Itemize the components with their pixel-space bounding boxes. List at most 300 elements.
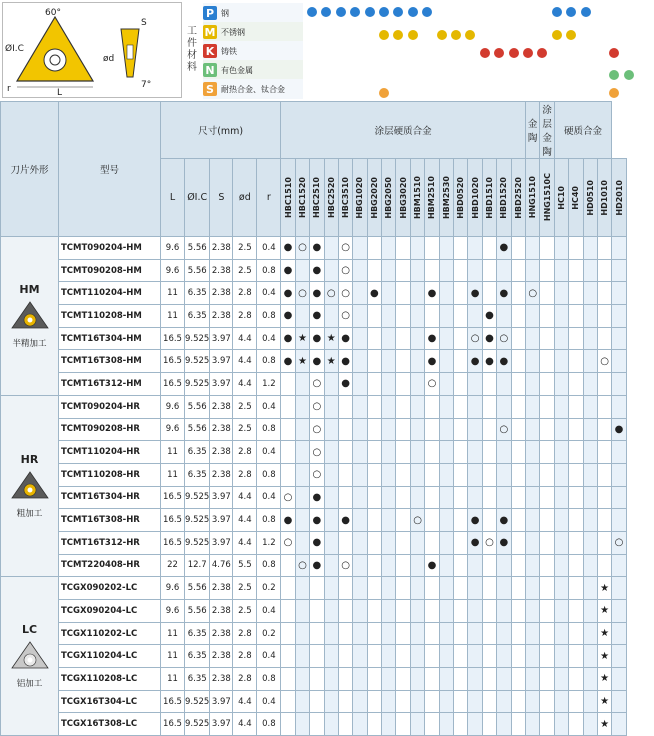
- grade-cell: [410, 463, 424, 486]
- grade-cell: [569, 441, 583, 464]
- grade-cell: [396, 305, 410, 328]
- grade-cell: [554, 327, 568, 350]
- grade-cell: [281, 713, 295, 736]
- grade-cell: [612, 282, 626, 305]
- dim-cell-r: 0.8: [257, 259, 281, 282]
- grade-cell: [597, 690, 611, 713]
- grade-cell: [511, 395, 525, 418]
- suitability-face-icon: [609, 48, 619, 58]
- suitability-face-icon: [393, 30, 403, 40]
- available-mark: ○: [312, 469, 322, 481]
- grade-cell: [525, 577, 539, 600]
- grade-cell: [295, 395, 309, 418]
- grade-cell: [597, 713, 611, 736]
- grade-cell: [525, 418, 539, 441]
- grade-cell: [540, 668, 554, 691]
- grade-cell: [612, 577, 626, 600]
- grade-cell: [382, 690, 396, 713]
- dim-cell-ic: 6.35: [185, 282, 210, 305]
- dim-cell-r: 0.8: [257, 554, 281, 577]
- dim-cell-L: 9.6: [161, 395, 185, 418]
- recommended-mark: ●: [283, 265, 293, 277]
- grade-header: HBG3020: [396, 159, 410, 237]
- grade-cell: [281, 373, 295, 396]
- suitability-face-icon: [581, 7, 591, 17]
- grade-cell: [482, 531, 496, 554]
- grade-cell: [497, 531, 511, 554]
- grade-cell: [612, 509, 626, 532]
- grade-cell: [425, 350, 439, 373]
- grade-cell: [382, 350, 396, 373]
- dim-cell-ic: 6.35: [185, 645, 210, 668]
- grade-cell: [468, 327, 482, 350]
- grade-cell: [367, 600, 381, 623]
- grade-cell: [612, 395, 626, 418]
- grade-cell: [454, 441, 468, 464]
- grade-cell: [597, 600, 611, 623]
- grade-cell: [338, 395, 352, 418]
- suitability-face-icon: [609, 88, 619, 98]
- grade-cell: [439, 259, 453, 282]
- dim-cell-s: 3.97: [210, 531, 233, 554]
- col-coated-cermet: 涂层金陶: [540, 102, 554, 159]
- grade-cell: [281, 305, 295, 328]
- grade-cell: [468, 441, 482, 464]
- dim-cell-d: 2.5: [233, 259, 257, 282]
- dim-cell-L: 9.6: [161, 577, 185, 600]
- grade-cell: [367, 622, 381, 645]
- available-mark: ○: [298, 242, 307, 254]
- first-choice-mark: ★: [326, 333, 336, 345]
- available-mark: ○: [312, 446, 322, 458]
- suitability-face-icon: [552, 30, 562, 40]
- grade-cell: [468, 418, 482, 441]
- grade-cell: [310, 305, 324, 328]
- grade-cell: [324, 418, 338, 441]
- material-letter: K: [203, 44, 217, 58]
- grade-cell: [554, 509, 568, 532]
- grade-cell: [597, 282, 611, 305]
- grade-cell: [583, 600, 597, 623]
- grade-cell: [497, 486, 511, 509]
- grade-cell: [583, 327, 597, 350]
- grade-cell: [367, 531, 381, 554]
- recommended-mark: ●: [312, 265, 322, 277]
- grade-cell: [583, 282, 597, 305]
- grade-cell: [281, 509, 295, 532]
- dim-cell-ic: 9.525: [185, 486, 210, 509]
- grade-cell: [583, 441, 597, 464]
- grade-cell: [482, 509, 496, 532]
- material-name: 有色金属: [221, 65, 253, 75]
- grade-cell: [569, 713, 583, 736]
- grade-cell: [612, 531, 626, 554]
- dim-cell-d: 4.4: [233, 373, 257, 396]
- grade-cell: [353, 418, 367, 441]
- grade-cell: [439, 441, 453, 464]
- grade-cell: [612, 418, 626, 441]
- grade-cell: [468, 237, 482, 260]
- model-cell: TCGX110204-LC: [59, 645, 161, 668]
- grade-cell: [396, 259, 410, 282]
- grade-cell: [396, 350, 410, 373]
- dim-cell-r: 0.8: [257, 509, 281, 532]
- grade-cell: [569, 622, 583, 645]
- grade-cell: [583, 531, 597, 554]
- grade-cell: [353, 463, 367, 486]
- dim-cell-ic: 9.525: [185, 690, 210, 713]
- group-code: HM: [19, 282, 40, 296]
- grade-cell: [468, 645, 482, 668]
- grade-cell: [525, 690, 539, 713]
- dim-cell-d: 2.8: [233, 645, 257, 668]
- grade-cell: [597, 463, 611, 486]
- recommended-mark: ●: [283, 514, 293, 526]
- suitability-face-icon: [321, 7, 331, 17]
- suitability-face-icon: [379, 30, 389, 40]
- dim-cell-r: 0.4: [257, 237, 281, 260]
- grade-cell: [597, 395, 611, 418]
- grade-cell: [612, 305, 626, 328]
- material-letter: N: [203, 63, 217, 77]
- grade-cell: [367, 668, 381, 691]
- dim-cell-d: 4.4: [233, 327, 257, 350]
- grade-cell: [281, 441, 295, 464]
- grade-cell: [497, 600, 511, 623]
- grade-cell: [338, 531, 352, 554]
- grade-cell: [425, 713, 439, 736]
- grade-cell: [612, 441, 626, 464]
- dim-cell-L: 16.5: [161, 327, 185, 350]
- grade-cell: [439, 395, 453, 418]
- suitability-face-icon: [393, 7, 403, 17]
- grade-cell: [525, 373, 539, 396]
- grade-cell: [497, 350, 511, 373]
- model-cell: TCMT090208-HR: [59, 418, 161, 441]
- model-cell: TCGX16T308-LC: [59, 713, 161, 736]
- recommended-mark: ●: [499, 287, 509, 299]
- dim-cell-r: 0.4: [257, 600, 281, 623]
- grade-cell: [497, 645, 511, 668]
- dim-cell-s: 2.38: [210, 668, 233, 691]
- dim-cell-r: 0.4: [257, 690, 281, 713]
- grade-cell: [583, 645, 597, 668]
- grade-cell: [410, 554, 424, 577]
- grade-cell: [497, 305, 511, 328]
- group-label: 半精加工: [12, 338, 47, 349]
- grade-cell: [569, 350, 583, 373]
- dim-cell-d: 4.4: [233, 690, 257, 713]
- dim-cell-d: 4.4: [233, 713, 257, 736]
- dim-cell-L: 11: [161, 645, 185, 668]
- grade-cell: [525, 668, 539, 691]
- grade-cell: [324, 622, 338, 645]
- grade-cell: [511, 441, 525, 464]
- grade-cell: [281, 668, 295, 691]
- grade-cell: [310, 418, 324, 441]
- grade-cell: [425, 418, 439, 441]
- grade-cell: [511, 418, 525, 441]
- model-cell: TCMT16T308-HM: [59, 350, 161, 373]
- grade-cell: [554, 531, 568, 554]
- grade-cell: [396, 622, 410, 645]
- grade-cell: [511, 600, 525, 623]
- dim-cell-ic: 5.56: [185, 418, 210, 441]
- grade-cell: [482, 237, 496, 260]
- dim-cell-r: 1.2: [257, 373, 281, 396]
- dim-cell-s: 2.38: [210, 600, 233, 623]
- grade-cell: [540, 305, 554, 328]
- grade-cell: [382, 305, 396, 328]
- model-cell: TCMT16T304-HR: [59, 486, 161, 509]
- model-cell: TCMT110208-HR: [59, 463, 161, 486]
- grade-cell: [497, 554, 511, 577]
- grade-cell: [597, 668, 611, 691]
- col-shape: 刀片外形: [1, 102, 59, 237]
- grade-cell: [497, 509, 511, 532]
- insert-diagram: [2, 2, 182, 98]
- dim-cell-s: 3.97: [210, 350, 233, 373]
- recommended-mark: ●: [427, 287, 437, 299]
- grade-cell: [569, 282, 583, 305]
- dim-cell-L: 11: [161, 668, 185, 691]
- grade-cell: [324, 554, 338, 577]
- grade-cell: [511, 350, 525, 373]
- grade-cell: [583, 622, 597, 645]
- grade-cell: [425, 668, 439, 691]
- grade-cell: [554, 554, 568, 577]
- grade-cell: [425, 486, 439, 509]
- grade-cell: [396, 690, 410, 713]
- model-cell: TCGX110208-LC: [59, 668, 161, 691]
- grade-cell: [295, 350, 309, 373]
- grade-cell: [410, 600, 424, 623]
- grade-cell: [612, 237, 626, 260]
- dim-cell-L: 11: [161, 441, 185, 464]
- grade-cell: [612, 668, 626, 691]
- grade-cell: [310, 509, 324, 532]
- grade-cell: [338, 418, 352, 441]
- grade-cell: [540, 600, 554, 623]
- grade-cell: [338, 645, 352, 668]
- grade-cell: [367, 463, 381, 486]
- grade-cell: [597, 645, 611, 668]
- recommended-mark: ●: [341, 333, 350, 345]
- grade-cell: [353, 305, 367, 328]
- grade-cell: [583, 690, 597, 713]
- grade-cell: [482, 418, 496, 441]
- material-name: 耐热合金、钛合金: [221, 84, 285, 94]
- dim-cell-ic: 6.35: [185, 463, 210, 486]
- grade-cell: [310, 259, 324, 282]
- dim-cell-ic: 9.525: [185, 350, 210, 373]
- recommended-mark: ●: [499, 514, 509, 526]
- model-cell: TCMT090204-HM: [59, 237, 161, 260]
- dim-cell-L: 9.6: [161, 600, 185, 623]
- grade-cell: [338, 668, 352, 691]
- grade-cell: [324, 645, 338, 668]
- grade-cell: [554, 486, 568, 509]
- grade-cell: [281, 259, 295, 282]
- recommended-mark: ●: [312, 514, 322, 526]
- model-cell: TCMT090204-HR: [59, 395, 161, 418]
- dim-header: L: [161, 159, 185, 237]
- grade-cell: [310, 237, 324, 260]
- insert-shape-icon: [1, 640, 58, 673]
- dim-cell-ic: 5.56: [185, 237, 210, 260]
- grade-cell: [583, 668, 597, 691]
- grade-cell: [612, 622, 626, 645]
- angle-label: 60°: [45, 8, 61, 18]
- recommended-mark: ●: [312, 310, 322, 322]
- grade-cell: [540, 282, 554, 305]
- grade-header: HNG1510C: [540, 159, 554, 237]
- grade-cell: [511, 645, 525, 668]
- dim-cell-r: 0.8: [257, 463, 281, 486]
- recommended-mark: ●: [427, 333, 437, 345]
- grade-header: HNG1510: [525, 159, 539, 237]
- grade-cell: [396, 327, 410, 350]
- grade-cell: [396, 463, 410, 486]
- available-mark: ○: [600, 355, 609, 367]
- grade-cell: [612, 259, 626, 282]
- grade-cell: [310, 441, 324, 464]
- grade-cell: [324, 259, 338, 282]
- grade-cell: [353, 509, 367, 532]
- grade-cell: [382, 577, 396, 600]
- grade-cell: [511, 577, 525, 600]
- dim-cell-ic: 9.525: [185, 531, 210, 554]
- available-mark: ○: [326, 287, 336, 299]
- grade-cell: [569, 305, 583, 328]
- dim-cell-L: 22: [161, 554, 185, 577]
- material-name: 钢: [221, 8, 229, 18]
- dim-cell-ic: 6.35: [185, 668, 210, 691]
- grade-cell: [425, 395, 439, 418]
- dim-cell-s: 2.38: [210, 463, 233, 486]
- grade-cell: [482, 577, 496, 600]
- grade-cell: [525, 282, 539, 305]
- grade-cell: [338, 577, 352, 600]
- grade-cell: [554, 373, 568, 396]
- grade-cell: [569, 600, 583, 623]
- group-label: 粗加工: [16, 509, 43, 520]
- grade-cell: [367, 350, 381, 373]
- grade-cell: [525, 622, 539, 645]
- dim-cell-r: 0.8: [257, 418, 281, 441]
- grade-cell: [324, 668, 338, 691]
- dim-cell-L: 16.5: [161, 509, 185, 532]
- grade-cell: [482, 441, 496, 464]
- materials-label: 工件材料: [187, 26, 197, 73]
- grade-cell: [324, 373, 338, 396]
- grade-cell: [338, 373, 352, 396]
- grade-cell: [569, 418, 583, 441]
- grade-cell: [295, 237, 309, 260]
- grade-cell: [569, 668, 583, 691]
- grade-cell: [425, 554, 439, 577]
- dim-cell-s: 2.38: [210, 282, 233, 305]
- grade-cell: [482, 645, 496, 668]
- grade-cell: [382, 395, 396, 418]
- grade-cell: [583, 486, 597, 509]
- grade-cell: [295, 327, 309, 350]
- grade-cell: [353, 622, 367, 645]
- grade-cell: [454, 305, 468, 328]
- material-row-M: [203, 22, 303, 42]
- grade-cell: [324, 577, 338, 600]
- grade-cell: [525, 509, 539, 532]
- recommended-mark: ●: [485, 333, 494, 345]
- grade-cell: [569, 509, 583, 532]
- suitability-face-icon: [480, 48, 490, 58]
- dim-cell-ic: 6.35: [185, 305, 210, 328]
- available-mark: ○: [499, 333, 509, 345]
- grade-cell: [540, 259, 554, 282]
- grade-cell: [324, 282, 338, 305]
- grade-header: HBM2510: [425, 159, 439, 237]
- dim-cell-L: 9.6: [161, 237, 185, 260]
- available-mark: ○: [485, 537, 494, 549]
- grade-header: HBC1520: [295, 159, 309, 237]
- table-row: [1, 531, 627, 554]
- grade-cell: [482, 622, 496, 645]
- table-row: [1, 554, 627, 577]
- grade-cell: [295, 509, 309, 532]
- grade-cell: [511, 531, 525, 554]
- grade-cell: [569, 373, 583, 396]
- grade-cell: [612, 486, 626, 509]
- dim-header: r: [257, 159, 281, 237]
- grade-cell: [511, 509, 525, 532]
- grade-cell: [554, 713, 568, 736]
- material-letter: P: [203, 6, 217, 20]
- grade-cell: [382, 441, 396, 464]
- grade-cell: [454, 531, 468, 554]
- grade-cell: [554, 441, 568, 464]
- insert-shape-LC: [1, 577, 59, 736]
- recommended-mark: ●: [470, 514, 480, 526]
- grade-cell: [468, 577, 482, 600]
- grade-cell: [468, 600, 482, 623]
- grade-cell: [525, 554, 539, 577]
- dim-cell-r: 0.4: [257, 395, 281, 418]
- model-cell: TCMT220408-HR: [59, 554, 161, 577]
- recommended-mark: ●: [283, 242, 293, 254]
- grade-header: HBC1510: [281, 159, 295, 237]
- recommended-mark: ●: [312, 355, 322, 367]
- recommended-mark: ●: [485, 355, 494, 367]
- grade-cell: [295, 305, 309, 328]
- grade-cell: [468, 463, 482, 486]
- r-label: r: [7, 84, 11, 94]
- suitability-face-icon: [624, 70, 634, 80]
- grade-cell: [425, 531, 439, 554]
- table-row: [1, 237, 627, 260]
- grade-cell: [511, 622, 525, 645]
- grade-cell: [425, 373, 439, 396]
- group-code: HR: [20, 453, 39, 467]
- grade-cell: [497, 327, 511, 350]
- grade-cell: [281, 622, 295, 645]
- dim-header: S: [210, 159, 233, 237]
- grade-cell: [425, 622, 439, 645]
- available-mark: ○: [341, 287, 350, 299]
- insert-shape-HM: [1, 237, 59, 396]
- suitability-face-icon: [379, 7, 389, 17]
- grade-cell: [482, 486, 496, 509]
- grade-cell: [583, 305, 597, 328]
